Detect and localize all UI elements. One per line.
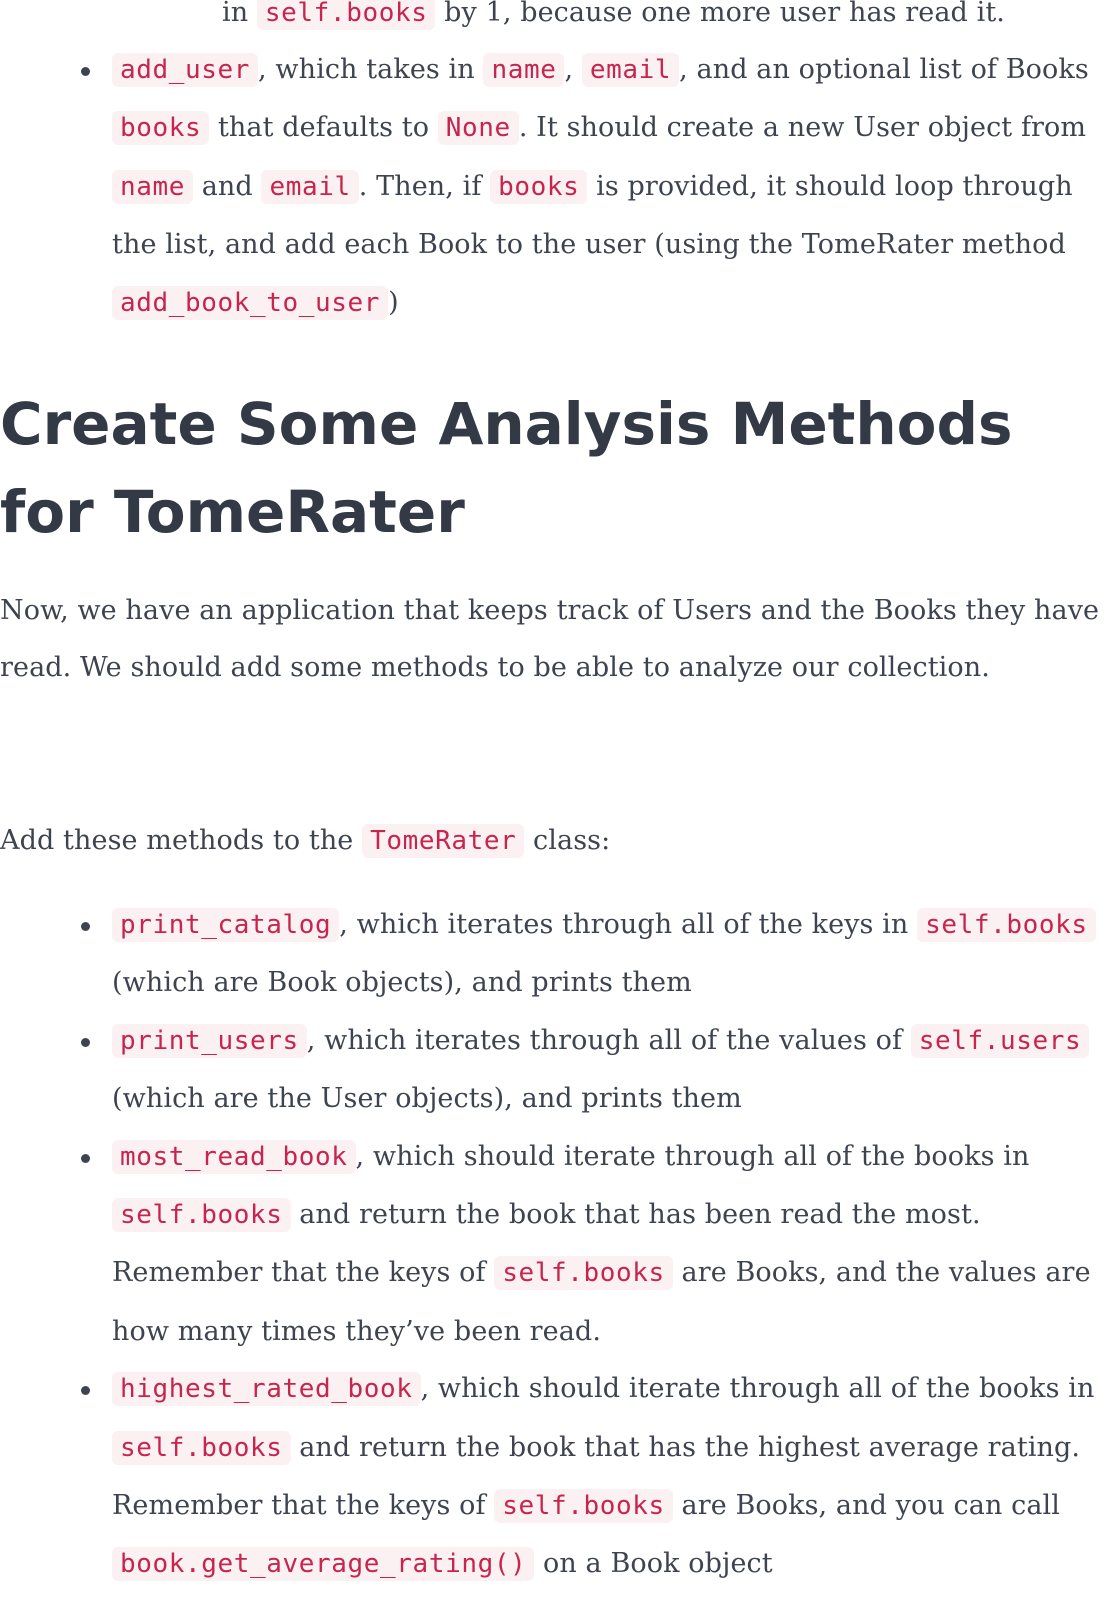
text-fragment: is provided, it should loop through the list, and add each Book to the user (using the TomeRater method: [112, 170, 1073, 261]
list-item-add-user: [0, 41, 1110, 332]
list-item-print-catalog: [0, 896, 1110, 1012]
text-fragment: are Books, and you can call: [681, 1490, 1061, 1522]
inline-code: name: [112, 170, 193, 204]
add-methods-paragraph: [0, 812, 1100, 870]
inline-code: name: [483, 53, 564, 87]
inline-code: self.users: [911, 1024, 1090, 1058]
inline-code: books: [112, 111, 209, 145]
text-fragment: ,: [564, 54, 574, 85]
list-item-print-users: [0, 1012, 1110, 1128]
method-list-previous: [0, 41, 1110, 332]
inline-code: self.books: [112, 1431, 291, 1465]
text-fragment: . It should create a new User object from: [518, 112, 1087, 144]
inline-code: print_users: [112, 1024, 307, 1058]
inline-code: add_user: [112, 53, 258, 87]
continued-list-text: [0, 0, 1110, 42]
text-fragment: are Books, and the values are how many times they’ve been read.: [112, 1257, 1091, 1347]
text-fragment: , which should iterate through all of the books in: [355, 1140, 1030, 1172]
text-fragment: , and an optional list of Books: [679, 54, 1089, 85]
inline-code: print_catalog: [112, 908, 339, 942]
inline-code: highest_rated_book: [112, 1372, 421, 1406]
intro-paragraph: Now, we have an application that keeps track of Users and the Books they have read. We should add some methods to be able to analyze our collection.: [0, 595, 1100, 684]
text-fragment: (which are the User objects), and prints them: [112, 1083, 742, 1115]
inline-code: self.books: [112, 1198, 291, 1232]
text-fragment: , which should iterate through all of the books in: [420, 1373, 1095, 1405]
inline-code: self.books: [257, 0, 436, 30]
text-fragment: on a Book object: [543, 1548, 773, 1580]
inline-code: None: [438, 111, 519, 145]
text-fragment: that defaults to: [217, 112, 430, 144]
text-fragment: , which iterates through all of the values of: [306, 1024, 903, 1056]
text-fragment: ): [388, 286, 399, 318]
inline-code: book.get_average_rating(): [112, 1547, 534, 1581]
section-heading: Create Some Analysis Methods for TomeRater: [0, 390, 1013, 546]
list-item-highest-rated-book: [0, 1360, 1110, 1594]
text-fragment: in: [222, 0, 249, 28]
text-fragment: . Then, if: [358, 170, 482, 202]
inline-code: email: [261, 170, 358, 204]
inline-code: self.books: [494, 1256, 673, 1290]
text-fragment: class:: [533, 825, 611, 856]
inline-code: most_read_book: [112, 1140, 356, 1174]
inline-code: self.books: [917, 908, 1096, 942]
inline-code: books: [490, 170, 587, 204]
inline-code: add_book_to_user: [112, 286, 388, 320]
text-fragment: , which takes in: [258, 54, 475, 85]
analysis-method-list: [0, 896, 1110, 1594]
inline-code: self.books: [494, 1489, 673, 1523]
text-fragment: and return the book that has the highest average rating. Remember that the keys of: [112, 1431, 1081, 1522]
text-fragment: and return the book that has been read the most. Remember that the keys of: [112, 1199, 981, 1289]
inline-code: TomeRater: [362, 824, 524, 858]
text-fragment: , which iterates through all of the keys in: [339, 909, 909, 940]
text-fragment: (which are Book objects), and prints them: [112, 967, 692, 999]
text-fragment: by 1, because one more user has read it.: [444, 0, 1005, 28]
text-fragment: and: [201, 170, 253, 202]
text-fragment: Add these methods to the: [0, 825, 354, 856]
inline-code: email: [582, 53, 679, 87]
list-item-most-read-book: [0, 1128, 1110, 1361]
